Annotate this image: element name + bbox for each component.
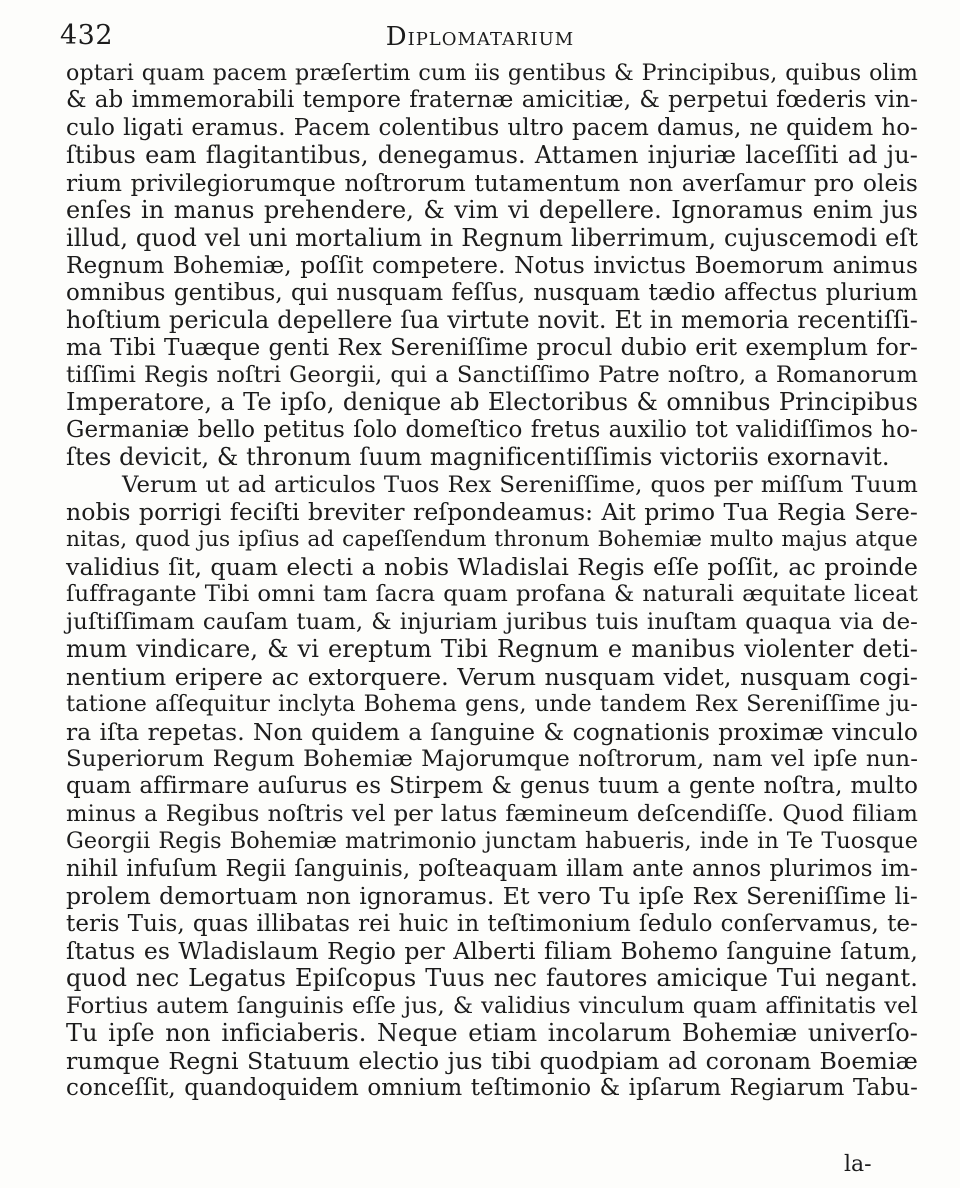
text-line: Georgii Regis Bohemiæ matrimonio junctam habueris, inde in Te Tuosque — [66, 828, 918, 855]
text-line: Tu ipſe non inficiaberis. Neque etiam incolarum Bohemiæ univerſo- — [66, 1019, 918, 1048]
running-head: Diplomatarium — [385, 22, 575, 52]
text-line: prolem demortuam non ignoramus. Et vero Tu ipſe Rex Sereniſſime li- — [66, 882, 918, 911]
text-line: validius ſit, quam electi a nobis Wladislai Regis eſſe poſſit, ac proinde — [66, 552, 918, 581]
text-line: Imperatore, a Te ipſo, denique ab Electoribus & omnibus Principibus — [66, 388, 918, 417]
text-line: nobis porrigi feciſti breviter reſpondeamus: Ait primo Tua Regia Sere- — [66, 498, 918, 526]
text-line: juſtiſſimam cauſam tuam, & injuriam juribus tuis inuſtam quaqua via de- — [66, 608, 918, 635]
text-line: omnibus gentibus, qui nusquam feſſus, nusquam tædio affectus plurium — [66, 279, 918, 306]
text-line: Regnum Bohemiæ, poſſit competere. Notus invictus Boemorum animus — [66, 252, 918, 280]
text-line: quod nec Legatus Epiſcopus Tuus nec fautores amicique Tui negant. — [66, 964, 918, 993]
text-line: mum vindicare, & vi ereptum Tibi Regnum e manibus violenter deti- — [66, 635, 918, 664]
page-number: 432 — [60, 20, 114, 51]
text-line: conceſſit, quandoquidem omnium teſtimonio & ipſarum Regiarum Tabu- — [66, 1075, 918, 1102]
text-line: rium privilegiorumque noſtrorum tutamentum non averſamur pro oleis — [66, 169, 918, 197]
text-line: enſes in manus prehendere, & vim vi depellere. Ignoramus enim jus — [66, 196, 918, 225]
text-line: illud, quod vel uni mortalium in Regnum liberrimum, cujuscemodi eſt — [66, 223, 918, 252]
text-line: culo ligati eramus. Pacem colentibus ultro pacem damus, ne quidem ho- — [66, 114, 918, 141]
text-line: Fortius autem ſanguinis eſſe jus, & validius vinculum quam affinitatis vel — [66, 992, 918, 1019]
text-line: rumque Regni Statuum electio jus tibi quodpiam ad coronam Boemiæ — [66, 1046, 918, 1075]
body-text — [66, 60, 918, 1103]
text-line: tatione aſſequitur inclyta Bohema gens, unde tandem Rex Sereniſſime ju- — [66, 691, 918, 718]
text-line: ſuffragante Tibi omni tam ſacra quam profana & naturali æquitate liceat — [66, 581, 918, 608]
text-line: ma Tibi Tuæque genti Rex Sereniſſime procul dubio erit exemplum for- — [66, 334, 918, 362]
text-line: tiſſimi Regis noſtri Georgii, qui a Sanctiſſimo Patre noſtro, a Romanorum — [66, 361, 918, 388]
text-line: Superiorum Regum Bohemiæ Majorumque noſtrorum, nam vel ipſe nun- — [66, 745, 918, 772]
text-line: ſtibus eam flagitantibus, denegamus. Attamen injuriæ laceſſiti ad ju- — [66, 141, 918, 170]
text-line: hoſtium pericula depellere ſua virtute novit. Et in memoria recentiſſi- — [66, 305, 918, 334]
text-line: ſtes devicit, & thronum ſuum magnificentiſſimis victoriis exornavit. — [66, 443, 890, 472]
text-line: quam affirmare auſurus es Stirpem & genus tuum a gente noſtra, multo — [66, 773, 918, 800]
text-line: teris Tuis, quas illibatas rei huic in teſtimonium ſedulo conſervamus, te- — [66, 910, 918, 937]
catchword: la- — [844, 1152, 872, 1177]
text-line: nitas, quod jus ipſius ad capeſſendum thronum Bohemiæ multo majus atque — [66, 527, 918, 553]
paragraph-first-line: Verum ut ad articulos Tuos Rex Sereniſſime, quos per miſſum Tuum — [122, 471, 918, 498]
text-line: minus a Regibus noſtris vel per latus fæmineum deſcendiſſe. Quod filiam — [66, 800, 918, 827]
text-line: Germaniæ bello petitus ſolo domeſtico fretus auxilio tot validiſſimos ho- — [66, 416, 918, 443]
text-line: optari quam pacem præſertim cum iis gentibus & Principibus, quibus olim — [66, 60, 918, 86]
text-line: ra iſta repetas. Non quidem a ſanguine & cognationis proximæ vinculo — [66, 717, 918, 746]
text-line: ſtatus es Wladislaum Regio per Alberti filiam Bohemo ſanguine ſatum, — [66, 937, 918, 965]
text-line: nentium eripere ac extorquere. Verum nusquam videt, nusquam cogi- — [66, 662, 918, 691]
text-line: & ab immemorabili tempore fraternæ amicitiæ, & perpetui fœderis vin- — [66, 87, 918, 114]
text-line: nihil infuſum Regii ſanguinis, poſteaquam illam ante annos plurimos im- — [66, 855, 918, 882]
